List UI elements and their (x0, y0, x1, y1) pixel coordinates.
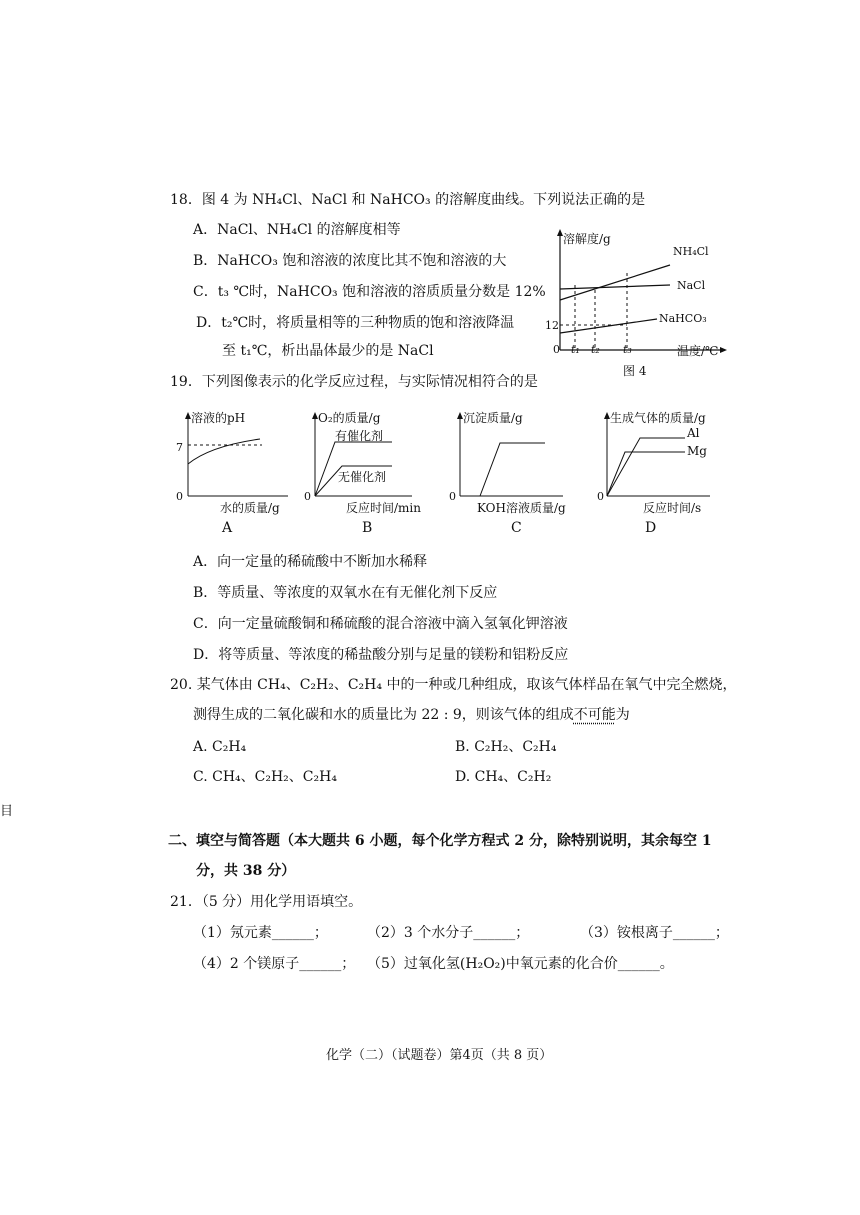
graph-a-ylabel: 溶液的pH (191, 411, 246, 425)
q21-blank-3: （3）铵根离子______； (580, 925, 729, 941)
figure-4-solubility-curve (535, 225, 735, 375)
section2-heading-line1: 二、填空与简答题（本大题共 6 小题，每个化学方程式 2 分，除特别说明，其余每空 1 (168, 833, 712, 849)
graph-b-xlabel: 反应时间/min (346, 501, 421, 515)
q20-option-d: D. CH₄、C₂H₂ (455, 769, 552, 785)
q21-stem: 21．（5 分）用化学用语填空。 (170, 894, 363, 910)
page-footer: 化学（二）（试题卷）第4页（共 8 页） (326, 1048, 553, 1063)
q21-blank-5: （5）过氧化氢(H₂O₂)中氧元素的化合价______。 (367, 956, 674, 972)
fig4-origin: 0 (553, 343, 560, 356)
graph-b-label-nocatalyst: 无催化剂 (338, 470, 387, 484)
q18-option-a: A．NaCl、NH₄Cl 的溶解度相等 (193, 222, 401, 238)
graph-d-origin: 0 (597, 490, 604, 503)
graph-a-origin: 0 (176, 490, 183, 503)
graph-c-xlabel: KOH溶液质量/g (477, 501, 566, 515)
graph-d-xlabel: 反应时间/s (643, 501, 702, 515)
fig4-label-nahco3: NaHCO₃ (659, 312, 707, 325)
q19-option-d: D．将等质量、等浓度的稀盐酸分别与足量的镁粉和铝粉反应 (193, 647, 569, 663)
graph-letter-c: C (511, 520, 522, 536)
graph-b-origin: 0 (304, 490, 311, 503)
q18-option-d-cont: 至 t₁℃，析出晶体最少的是 NaCl (222, 343, 434, 359)
graph-c-line (460, 443, 545, 496)
q20-option-c: C. CH₄、C₂H₂、C₂H₄ (193, 769, 337, 785)
q21-blank-2: （2）3 个水分子______； (367, 925, 530, 941)
q18-stem: 18．图 4 为 NH₄Cl、NaCl 和 NaHCO₃ 的溶解度曲线。下列说法正确的是 (170, 192, 646, 208)
q20-stem-line2 (193, 706, 630, 724)
q20-stem-line1: 20. 某气体由 CH₄、C₂H₂、C₂H₄ 中的一种或几种组成，取该气体样品在氧气中完全燃烧， (170, 677, 737, 693)
graph-a-ytick-7: 7 (176, 441, 183, 454)
fig4-curve-nh4cl (560, 265, 670, 300)
graph-c-ylabel: 沉淀质量/g (463, 411, 523, 425)
graph-b-ylabel: O₂的质量/g (318, 411, 381, 425)
q19-graph-a (170, 408, 300, 518)
graph-d-label-al: Al (687, 426, 700, 440)
fig4-label-nacl: NaCl (677, 279, 706, 292)
graph-letter-b: B (362, 520, 373, 536)
graph-b-label-catalyst: 有催化剂 (335, 429, 384, 443)
fig4-label-nh4cl: NH₄Cl (673, 245, 709, 258)
q20-stem-post: 为 (615, 707, 630, 723)
fig4-xtick-t3: t₃ (623, 343, 632, 356)
q19-option-a: A．向一定量的稀硫酸中不断加水稀释 (193, 554, 428, 570)
fig4-ytick-12: 12 (545, 319, 559, 332)
graph-a-curve (188, 439, 260, 464)
graph-b-catalyst-line (315, 442, 392, 496)
q18-option-d: D．t₂℃时，将质量相等的三种物质的饱和溶液降温 (196, 315, 515, 331)
q21-blank-4: （4）2 个镁原子______； (193, 956, 356, 972)
q19-option-b: B．等质量、等浓度的双氧水在有无催化剂下反应 (193, 585, 498, 601)
q18-option-b: B．NaHCO₃ 饱和溶液的浓度比其不饱和溶液的大 (193, 253, 507, 269)
fig4-xtick-t1: t₁ (571, 343, 580, 356)
graph-d-label-mg: Mg (687, 444, 707, 458)
q20-stem-pre: 测得生成的二氧化碳和水的质量比为 22 : 9，则该气体的组成 (193, 707, 574, 723)
q19-option-c: C．向一定量硫酸铜和稀硫酸的混合溶液中滴入氢氧化钾溶液 (193, 616, 568, 632)
q19-graph-d (595, 408, 730, 518)
q20-option-a: A. C₂H₄ (193, 739, 247, 755)
q20-option-b: B. C₂H₂、C₂H₄ (455, 739, 557, 755)
margin-char: 目 (0, 804, 14, 819)
graph-letter-d: D (645, 520, 657, 536)
fig4-curve-nacl (560, 285, 670, 289)
graph-c-origin: 0 (449, 490, 456, 503)
graph-d-ylabel: 生成气体的质量/g (610, 411, 706, 425)
fig4-ylabel: 溶解度/g (563, 232, 611, 246)
graph-a-xlabel: 水的质量/g (220, 501, 280, 515)
fig4-x-arrow (720, 347, 727, 353)
graph-d-mg-line (607, 452, 685, 496)
fig4-xtick-t2: t₂ (591, 343, 600, 356)
section2-heading-line2: 分，共 38 分） (196, 863, 296, 879)
fig4-xlabel: 温度/℃ (677, 344, 719, 358)
q21-blank-1: （1）氖元素______； (193, 925, 328, 941)
graph-letter-a: A (222, 520, 233, 536)
q19-graph-c (445, 408, 585, 518)
fig4-caption: 图 4 (623, 364, 647, 378)
q19-graph-b (300, 408, 440, 518)
q20-stem-emph: 不可能 (573, 707, 616, 723)
q19-stem: 19．下列图像表示的化学反应过程，与实际情况相符合的是 (170, 374, 538, 390)
q18-option-c: C．t₃ ℃时，NaHCO₃ 饱和溶液的溶质质量分数是 12% (193, 284, 546, 300)
